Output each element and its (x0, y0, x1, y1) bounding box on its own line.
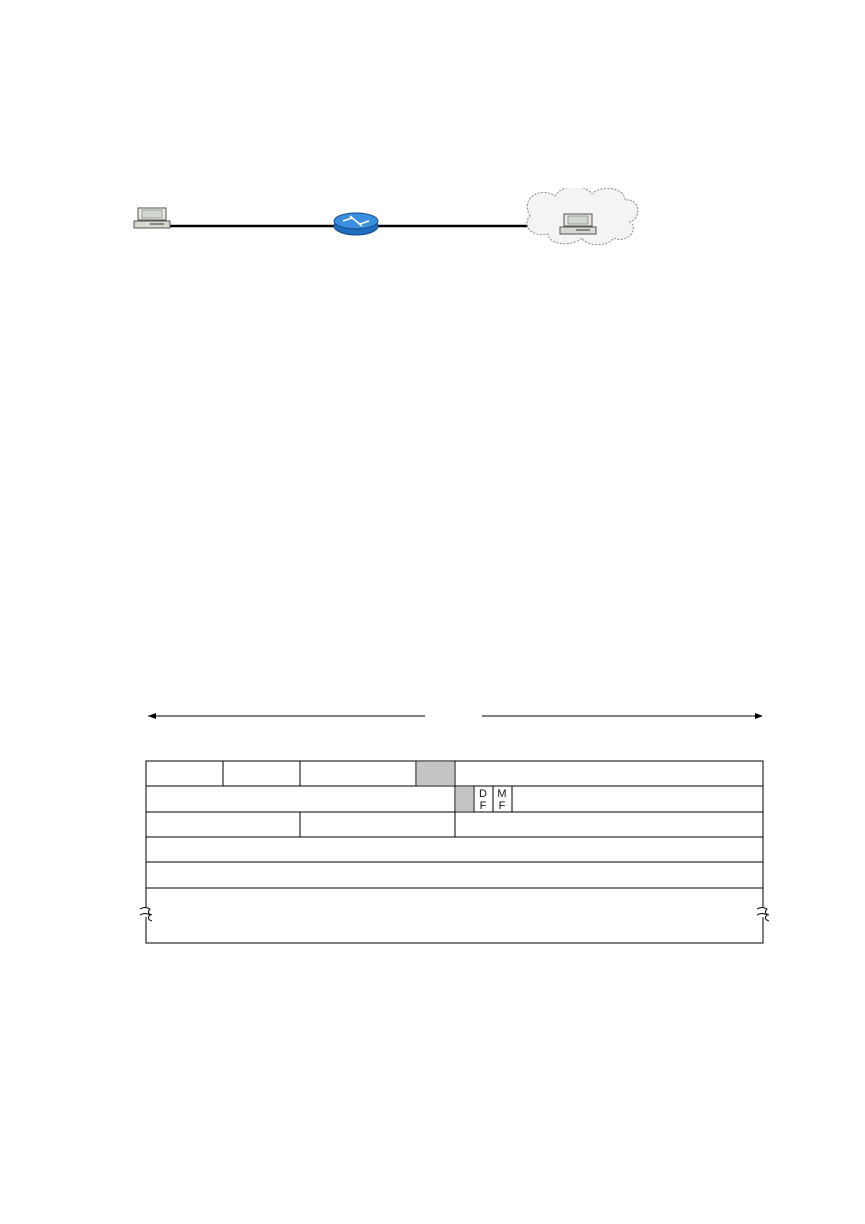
ethernet-frame-svg (143, 570, 723, 650)
ip-header-diagram (140, 705, 780, 953)
ip-header-svg (140, 705, 780, 950)
ethernet-frame-diagram (143, 570, 723, 653)
server-computer-icon (560, 214, 596, 234)
flag-df-f: F (479, 800, 487, 812)
computer-icon (134, 208, 170, 228)
flag-mf-f: F (498, 800, 506, 812)
router-icon (334, 213, 378, 235)
reserved-bits (417, 762, 454, 785)
flag-mf-m: M (497, 788, 507, 800)
network-topology (130, 188, 670, 266)
unused-flag-bit (456, 787, 473, 811)
flag-df-d: D (479, 788, 487, 800)
topology-drawing (130, 188, 670, 266)
